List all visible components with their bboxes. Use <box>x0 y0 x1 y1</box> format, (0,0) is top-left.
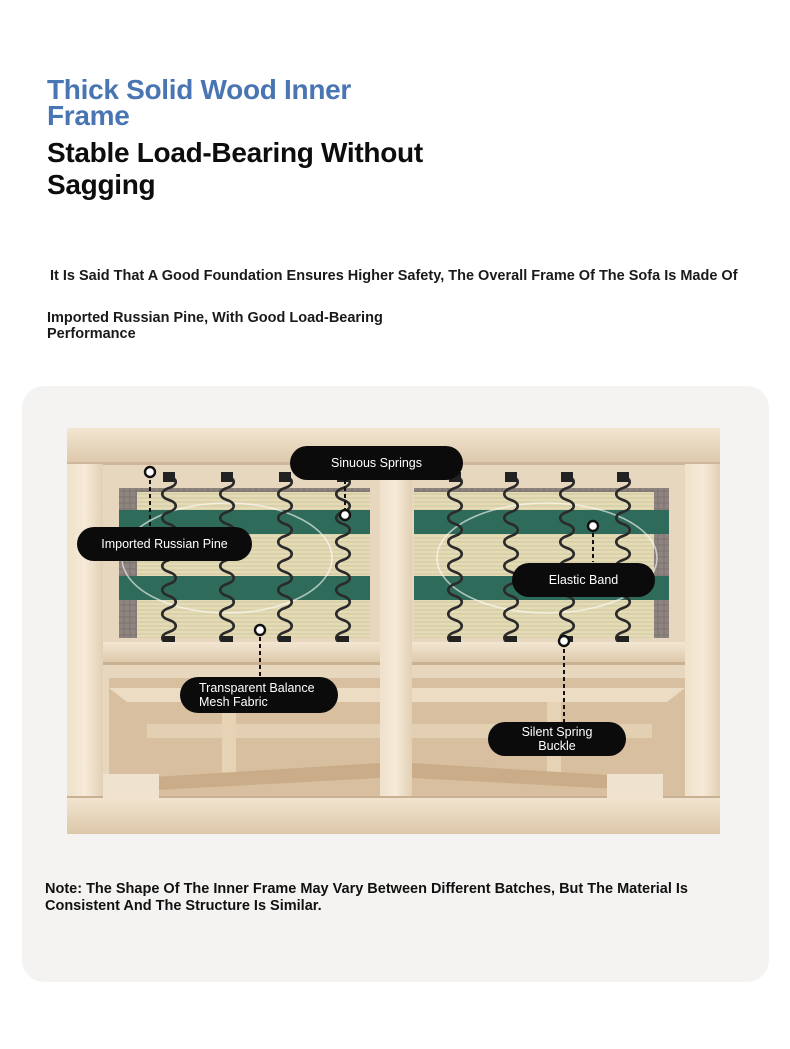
callout-imported-russian-pine: Imported Russian Pine <box>77 527 252 561</box>
callout-sinuous-springs: Sinuous Springs <box>290 446 463 480</box>
marker-buckle <box>559 636 569 646</box>
marker-mesh <box>255 625 265 635</box>
callout-silent-spring-buckle: Silent Spring Buckle <box>488 722 626 756</box>
callout-elastic-band: Elastic Band <box>512 563 655 597</box>
marker-pine <box>145 467 155 477</box>
callout-mesh-line-2: Mesh Fabric <box>199 695 268 709</box>
callout-mesh-line-1: Transparent Balance <box>199 681 315 695</box>
frame-note: Note: The Shape Of The Inner Frame May Vary Between Different Batches, But The Material Is Consistent And The Structure Is Similar. <box>45 881 688 914</box>
marker-elastic <box>588 521 598 531</box>
description-line-2: Imported Russian Pine, With Good Load-Bearing Performance <box>47 310 383 342</box>
right-seat-panel <box>414 472 669 644</box>
callout-mesh-fabric <box>180 677 338 713</box>
sofa-frame-illustration <box>67 428 720 834</box>
title-highlight: Thick Solid Wood Inner Frame <box>47 74 351 131</box>
title-main: Stable Load-Bearing Without Sagging <box>47 137 423 200</box>
marker-springs <box>340 510 350 520</box>
sofa-frame-drawing <box>67 428 720 834</box>
description-line-1: It Is Said That A Good Foundation Ensures Higher Safety, The Overall Frame Of The Sofa Is Made Of <box>50 268 738 284</box>
